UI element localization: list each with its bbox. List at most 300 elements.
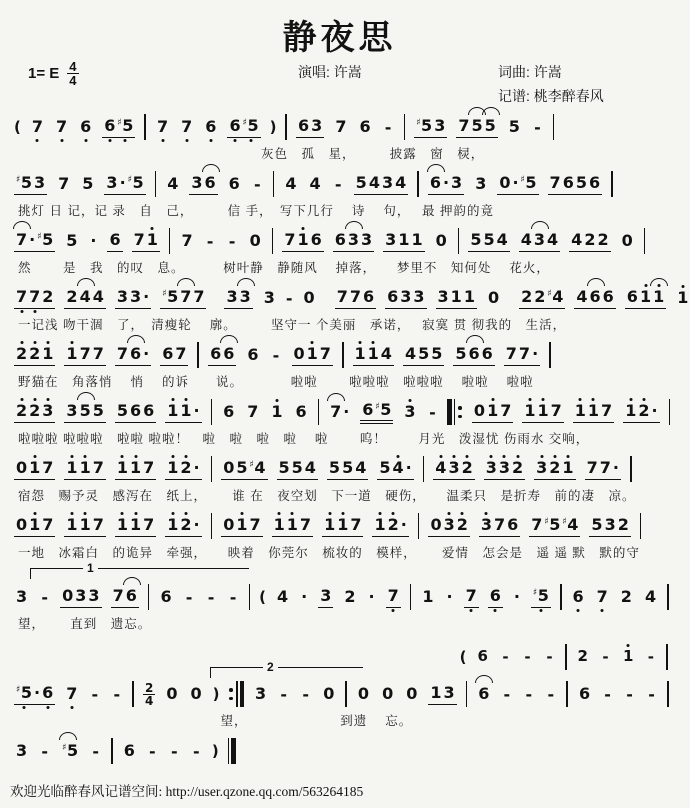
note: 4	[496, 230, 508, 250]
note: 4	[277, 586, 289, 606]
note-group	[318, 586, 333, 608]
note-group	[155, 117, 170, 138]
note-group	[473, 174, 488, 195]
note: ·	[29, 230, 36, 250]
note-group	[102, 116, 135, 138]
note-group	[283, 174, 298, 195]
transcriber-credit: 记谱: 桃李醉春风	[498, 88, 604, 104]
note-group	[576, 647, 590, 667]
note: ·	[446, 586, 453, 606]
note-group	[179, 117, 194, 138]
barline	[418, 513, 420, 539]
note: 7	[181, 230, 193, 250]
note-group	[433, 458, 474, 480]
note: 6	[210, 344, 222, 364]
note-group	[14, 230, 55, 252]
note: ·	[301, 586, 308, 606]
note-group	[227, 116, 260, 138]
note: 5	[575, 173, 587, 193]
note: 7	[31, 116, 43, 136]
note-group	[342, 587, 357, 608]
note-group	[132, 230, 160, 252]
note: ♯5	[242, 116, 259, 136]
note-group	[472, 401, 513, 423]
duration-dash: -	[285, 288, 293, 308]
note: 5	[470, 230, 482, 250]
note-group	[444, 587, 454, 608]
note: ·	[400, 515, 407, 535]
note-group	[522, 401, 563, 423]
note-group	[333, 230, 374, 252]
note: 3	[16, 586, 28, 606]
lyrics-line: 啦啦啦 啦啦啦 啦啦 啦啦！ 啦 啦 啦 啦 啦 呜！ 月光 泼湿忧 伤雨水 交响，	[18, 432, 590, 446]
note: 3	[255, 683, 267, 703]
barline	[404, 114, 406, 140]
note-group	[262, 288, 277, 309]
lyrics-line: 野猫在 角落悄 悄 的诉 说。 啦啦 啦啦啦 啦啦啦 啦啦 啦啦	[18, 375, 534, 389]
note-group	[589, 515, 630, 537]
barline	[667, 681, 669, 707]
note: 7	[175, 344, 187, 364]
note: 6	[334, 230, 346, 250]
note: 6	[362, 399, 374, 419]
note-group	[571, 587, 586, 608]
note: 6	[589, 288, 602, 306]
note-group	[179, 231, 194, 252]
note: 1	[639, 287, 652, 307]
note: 0	[223, 515, 235, 535]
barline	[447, 399, 452, 425]
note: 1	[167, 401, 179, 421]
note: 7	[299, 515, 312, 535]
sharp-sign: ♯	[16, 175, 21, 186]
sharp-sign: ♯	[117, 118, 122, 129]
note: 5	[328, 458, 341, 478]
note-group	[585, 458, 621, 480]
note-group	[64, 344, 105, 366]
note: 1	[337, 515, 349, 535]
note: 1	[273, 515, 285, 535]
note: 7	[549, 173, 561, 193]
note-group	[372, 515, 408, 537]
repeat-barline	[447, 399, 463, 425]
note-group	[165, 174, 180, 195]
note-group	[456, 116, 497, 138]
duration-dash: -	[503, 684, 511, 704]
singer-credit: 演唱: 许嵩	[298, 64, 362, 80]
parenthesis: )	[269, 118, 277, 136]
duration-dash: -	[334, 174, 342, 194]
notation-system	[14, 167, 679, 221]
note: 3	[88, 586, 100, 606]
note-group	[335, 287, 376, 309]
note: 6	[387, 287, 399, 307]
note: 0	[487, 287, 500, 307]
note: 0	[473, 401, 486, 421]
sharp-sign: ♯	[375, 401, 380, 412]
note: 1	[430, 683, 442, 703]
note: 2	[577, 647, 588, 666]
note-group	[675, 288, 690, 309]
note: ·	[405, 458, 412, 478]
note: 1	[167, 515, 179, 535]
note: 6	[562, 173, 574, 193]
sharp-sign: ♯	[416, 118, 421, 129]
note-group	[115, 287, 151, 309]
barline	[454, 399, 456, 425]
sharp-sign: ♯	[249, 460, 254, 471]
sharp-sign: ♯	[520, 175, 525, 186]
note: 0	[62, 586, 74, 606]
barline	[667, 584, 669, 610]
note: 4	[576, 287, 588, 307]
note: 1	[398, 230, 410, 250]
note: 3	[42, 401, 54, 421]
note-group	[203, 117, 218, 138]
note: 3	[451, 173, 463, 193]
note: 3	[536, 458, 548, 478]
note: 3	[437, 287, 449, 307]
tie-arc	[123, 577, 141, 585]
note: 1	[167, 458, 179, 478]
note-group	[296, 116, 324, 138]
note: 0	[16, 515, 28, 535]
note-group	[402, 402, 417, 423]
duration-dash: -	[206, 231, 214, 251]
note: 7	[249, 515, 261, 535]
note-group	[115, 344, 151, 366]
note: 3	[480, 515, 492, 535]
note: 2	[180, 458, 192, 478]
note: ♯5	[375, 399, 392, 419]
note: 1	[79, 515, 91, 535]
note-group	[107, 230, 122, 252]
note-group	[464, 586, 479, 608]
note-group	[569, 230, 610, 252]
note: ♯4	[547, 287, 564, 307]
note: 1	[411, 230, 423, 250]
note: 3	[498, 458, 510, 478]
note: 6	[602, 287, 614, 307]
note-group	[333, 117, 348, 138]
note-group	[245, 402, 260, 423]
note-group	[115, 515, 156, 537]
notes-line	[14, 395, 679, 429]
notes-line	[14, 167, 679, 201]
note: 5	[484, 117, 497, 135]
note: 7	[586, 458, 598, 478]
note-group	[275, 587, 290, 608]
parenthesis: (	[459, 648, 467, 666]
duration-dash: -	[602, 648, 609, 666]
barline	[565, 644, 567, 670]
note: 1	[180, 401, 192, 421]
note: 6	[588, 173, 601, 193]
note: 6	[298, 116, 310, 136]
note: ·	[193, 458, 200, 478]
note: ♯4	[562, 515, 579, 535]
note: 4	[404, 344, 417, 364]
barline	[285, 114, 287, 140]
note: 7	[599, 458, 611, 478]
note: 3	[604, 515, 616, 535]
note: 6	[247, 344, 259, 364]
note: 2	[42, 287, 54, 307]
note-group	[531, 586, 551, 608]
note: 6	[477, 685, 490, 703]
note: ·	[512, 173, 519, 193]
duration-dash: -	[384, 117, 392, 137]
note-group	[221, 515, 262, 537]
note-group	[420, 587, 435, 608]
note: ·	[612, 458, 619, 478]
tie-arc	[531, 221, 549, 229]
note: 0	[249, 230, 261, 250]
note-group	[78, 117, 93, 138]
note: 6	[572, 586, 584, 606]
note-group	[292, 344, 333, 366]
note-group	[111, 586, 139, 608]
note-group	[64, 231, 79, 252]
note-group	[623, 401, 659, 423]
note: ♯5	[16, 173, 32, 193]
note: 4	[392, 458, 404, 478]
note-group	[360, 400, 393, 425]
tie-arc	[237, 278, 255, 286]
note: 7	[112, 586, 124, 606]
note: 5	[431, 344, 443, 364]
note-group	[165, 458, 201, 480]
note-group	[385, 287, 426, 309]
duration-dash: -	[648, 684, 655, 704]
note-group	[367, 587, 377, 608]
note-group	[224, 287, 252, 309]
note: 6	[489, 586, 501, 606]
score-body	[0, 106, 689, 788]
notation-system	[14, 452, 679, 506]
duration-dash: -	[524, 648, 531, 666]
note: 6	[481, 344, 493, 364]
note: 7	[15, 231, 28, 249]
note: 7	[143, 458, 155, 478]
note: 7	[518, 344, 531, 364]
duration-dash: -	[193, 741, 200, 761]
note-group	[476, 684, 491, 705]
volta-bracket-2	[210, 660, 363, 678]
note: 2	[461, 458, 473, 478]
repeat-dots	[229, 688, 233, 700]
notes-line	[14, 110, 679, 144]
note: 2	[66, 287, 78, 307]
note: 5	[116, 401, 128, 421]
note-group	[60, 586, 101, 608]
note: 7	[601, 401, 613, 421]
note-group	[519, 287, 565, 309]
note: 0	[223, 458, 235, 478]
barline	[640, 513, 642, 539]
duration-dash: -	[525, 684, 533, 704]
note-group	[484, 458, 525, 480]
note: 6	[204, 174, 217, 192]
note: 5	[278, 458, 290, 478]
note: 0	[303, 287, 315, 307]
note-group	[80, 174, 95, 195]
notation-system	[14, 224, 679, 278]
note: 0	[621, 230, 633, 250]
note: 5	[591, 515, 603, 535]
composer-credit: 词曲: 许嵩	[498, 64, 562, 80]
note: 4	[571, 230, 583, 250]
note-group	[164, 684, 179, 705]
note: 7	[193, 287, 205, 307]
note: 2	[620, 586, 632, 606]
notation-system	[14, 281, 689, 335]
note-group	[479, 515, 520, 537]
note: 6	[160, 586, 172, 606]
note: 7	[92, 515, 104, 535]
note: 7	[500, 401, 512, 421]
note: 1	[463, 287, 475, 307]
lyrics-line: 灰色 孤 星， 披露 窗 棂，	[18, 147, 485, 161]
note: 7	[181, 116, 193, 136]
duration-dash: -	[149, 741, 156, 761]
note-group	[293, 402, 308, 423]
note: 1	[524, 401, 536, 421]
tie-arc	[482, 107, 500, 115]
footer-url-text: 欢迎光临醉春风记谱空间: http://user.qzone.qq.com/563264185	[10, 784, 364, 799]
duration-dash: -	[502, 648, 509, 666]
note-group	[403, 344, 444, 366]
note: 7	[157, 116, 169, 136]
note: 7	[319, 344, 331, 364]
barline	[111, 738, 113, 764]
note: 6	[362, 287, 375, 307]
tie-arc	[220, 335, 238, 343]
note: 6	[429, 174, 442, 192]
repeat-dots	[458, 406, 462, 418]
barline	[423, 456, 425, 482]
note: ·	[143, 344, 150, 364]
note: 6	[42, 683, 54, 703]
duration-dash: -	[534, 117, 541, 137]
note: 5	[418, 344, 430, 364]
note-group	[476, 647, 490, 667]
tie-arc	[202, 164, 220, 172]
lyrics-line: 一地 冰霜白 的诡异 牵强， 映着 你莞尔 梳妆的 模样， 爱情 怎会是 遥 遥 默 默的守	[18, 546, 640, 560]
barline	[318, 399, 319, 425]
note: 6	[129, 401, 142, 421]
note: 7	[494, 515, 506, 535]
note: 7	[505, 344, 517, 364]
barline	[148, 584, 150, 610]
barline	[236, 681, 238, 707]
note: 1	[306, 344, 318, 364]
note-group	[64, 401, 105, 423]
barline	[417, 171, 419, 197]
duration-dash: -	[92, 741, 99, 761]
barline	[560, 584, 562, 610]
note: 0	[357, 683, 370, 703]
note: 1	[116, 458, 128, 478]
note-group	[60, 741, 80, 762]
note-group	[428, 173, 464, 195]
note: 1	[487, 401, 499, 421]
note-group	[512, 587, 522, 608]
sharp-sign: ♯	[62, 742, 67, 753]
note: ·	[368, 586, 375, 606]
tie-arc	[466, 335, 484, 343]
note: 7	[335, 116, 347, 136]
note: 1	[652, 288, 665, 306]
barline	[410, 584, 412, 610]
note: 1	[367, 344, 379, 364]
note-group	[14, 587, 29, 608]
note-group	[436, 287, 477, 309]
parenthesis: (	[259, 588, 267, 606]
note: 2	[597, 230, 609, 250]
note: 3	[404, 401, 416, 421]
note: 7	[336, 287, 348, 307]
tie-arc	[177, 278, 195, 286]
duration-dash: -	[546, 648, 553, 666]
note-group	[64, 684, 79, 705]
note: 3	[129, 287, 142, 307]
note-group	[529, 515, 580, 537]
note: 5	[291, 458, 303, 478]
note-group	[356, 684, 371, 705]
note: 3	[381, 173, 394, 193]
note-group	[160, 287, 206, 309]
note-group	[272, 515, 313, 537]
note-group	[14, 683, 55, 705]
duration-dash: -	[302, 684, 309, 704]
note-group	[380, 684, 395, 705]
note: 0	[435, 230, 447, 250]
note: 1	[29, 515, 41, 535]
note-group	[165, 515, 201, 537]
note: 7	[550, 401, 562, 421]
duration-dash: -	[113, 684, 121, 704]
duration-dash: -	[604, 684, 611, 704]
note: 2	[638, 401, 650, 421]
note-group	[595, 587, 610, 608]
barline	[132, 681, 134, 707]
note: 7	[58, 173, 70, 193]
barline	[566, 681, 568, 707]
barline	[549, 342, 551, 368]
note: 3	[448, 458, 460, 478]
note: 1	[324, 515, 336, 535]
note-group	[643, 587, 658, 608]
note: 7	[465, 586, 477, 606]
note: 1	[66, 344, 78, 364]
note-group	[619, 587, 634, 608]
note: 4	[395, 173, 407, 193]
note: 3	[400, 287, 412, 307]
time-signature: 4 4	[69, 59, 77, 88]
note: ·	[513, 586, 520, 606]
note: 3	[263, 287, 275, 307]
note: 0	[406, 683, 418, 703]
note: 3	[385, 230, 397, 250]
duration-dash: -	[626, 684, 633, 704]
barline	[644, 228, 646, 254]
tie-arc	[327, 393, 345, 401]
note-group	[160, 344, 188, 366]
parenthesis: )	[212, 685, 220, 703]
notes-line	[14, 224, 679, 258]
note: 3	[226, 287, 238, 307]
